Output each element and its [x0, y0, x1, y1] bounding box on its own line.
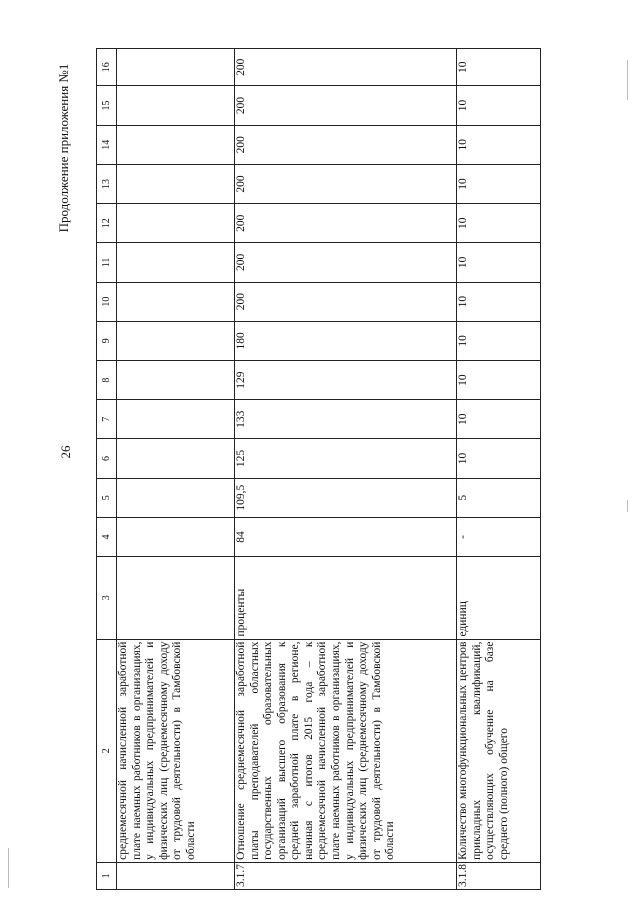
header-cell: 4: [97, 517, 117, 556]
indicator-table: [96, 48, 541, 890]
value-cell: 180: [235, 321, 457, 360]
value-cell: [117, 243, 235, 282]
value-cell: 129: [235, 360, 457, 399]
header-cell: 5: [97, 478, 117, 517]
scan-edge-mark: [8, 848, 9, 888]
value-cell: [117, 282, 235, 321]
value-cell: [117, 164, 235, 203]
value-cell: 125: [235, 439, 457, 478]
value-cell: [117, 86, 235, 125]
header-cell: 11: [97, 243, 117, 282]
indicator-description: Отношение среднемесячной заработной платы преподавателей областных государственных образовательных организаций высшего образования к средней заработной плате в регионе, начиная с итогов 2015 года – к среднемесячной начисленной заработной плате наемных работников в организациях, у индивидуальных предпринимателей и физических лиц (среднемесячному доходу от трудовой деятельности) в Тамбовской области: [235, 639, 457, 862]
unit-cell: проценты: [235, 557, 457, 639]
value-cell: 10: [457, 360, 541, 399]
value-cell: -: [457, 517, 541, 556]
value-cell: 5: [457, 478, 541, 517]
unit-cell: [117, 557, 235, 639]
value-cell: [117, 125, 235, 164]
value-cell: 10: [457, 400, 541, 439]
value-cell: 10: [457, 204, 541, 243]
header-cell: 12: [97, 204, 117, 243]
value-cell: 200: [235, 164, 457, 203]
header-cell: 2: [97, 639, 117, 862]
page-number: 26: [58, 445, 73, 459]
continuation-note: Продолжение приложения №1: [56, 63, 71, 233]
header-cell: 14: [97, 125, 117, 164]
value-cell: 10: [457, 125, 541, 164]
header-cell: 16: [97, 49, 117, 86]
table-row: [457, 49, 541, 890]
header-cell: 13: [97, 164, 117, 203]
header-cell: 10: [97, 282, 117, 321]
value-cell: 200: [235, 86, 457, 125]
row-number: [117, 862, 235, 889]
scan-edge-mark: [627, 500, 628, 512]
value-cell: [117, 400, 235, 439]
header-cell: 8: [97, 360, 117, 399]
table-row: [117, 49, 235, 890]
value-cell: 10: [457, 86, 541, 125]
value-cell: 10: [457, 49, 541, 86]
value-cell: 200: [235, 125, 457, 164]
scan-edge-mark: [627, 60, 628, 100]
value-cell: [117, 360, 235, 399]
indicator-description: Количество многофункциональных центров прикладных квалификаций, осуществляющих обучение на базе среднего (полного) общего: [457, 639, 541, 862]
header-cell: 15: [97, 86, 117, 125]
table-row: [235, 49, 457, 890]
value-cell: 84: [235, 517, 457, 556]
value-cell: 200: [235, 204, 457, 243]
value-cell: 10: [457, 439, 541, 478]
value-cell: 10: [457, 282, 541, 321]
value-cell: 200: [235, 282, 457, 321]
value-cell: [117, 439, 235, 478]
value-cell: 10: [457, 321, 541, 360]
value-cell: [117, 478, 235, 517]
value-cell: 10: [457, 243, 541, 282]
value-cell: [117, 517, 235, 556]
row-number: 3.1.8.: [457, 862, 541, 889]
header-cell: 9: [97, 321, 117, 360]
value-cell: 10: [457, 164, 541, 203]
value-cell: [117, 321, 235, 360]
value-cell: 200: [235, 49, 457, 86]
value-cell: 200: [235, 243, 457, 282]
indicator-description: среднемесячной начисленной заработной плате наемных работников в организациях, у индивидуальных предпринимателей и физических лиц (среднемесячному доходу от трудовой деятельности) в Тамбовской области: [117, 639, 235, 862]
value-cell: 109,5: [235, 478, 457, 517]
header-cell: 3: [97, 557, 117, 639]
value-cell: 133: [235, 400, 457, 439]
header-row: [97, 49, 117, 890]
value-cell: [117, 49, 235, 86]
row-number: 3.1.7.: [235, 862, 457, 889]
header-cell: 6: [97, 439, 117, 478]
value-cell: [117, 204, 235, 243]
rotated-table-container: [96, 48, 540, 890]
header-cell: 1: [97, 862, 117, 889]
unit-cell: единиц: [457, 557, 541, 639]
header-cell: 7: [97, 400, 117, 439]
